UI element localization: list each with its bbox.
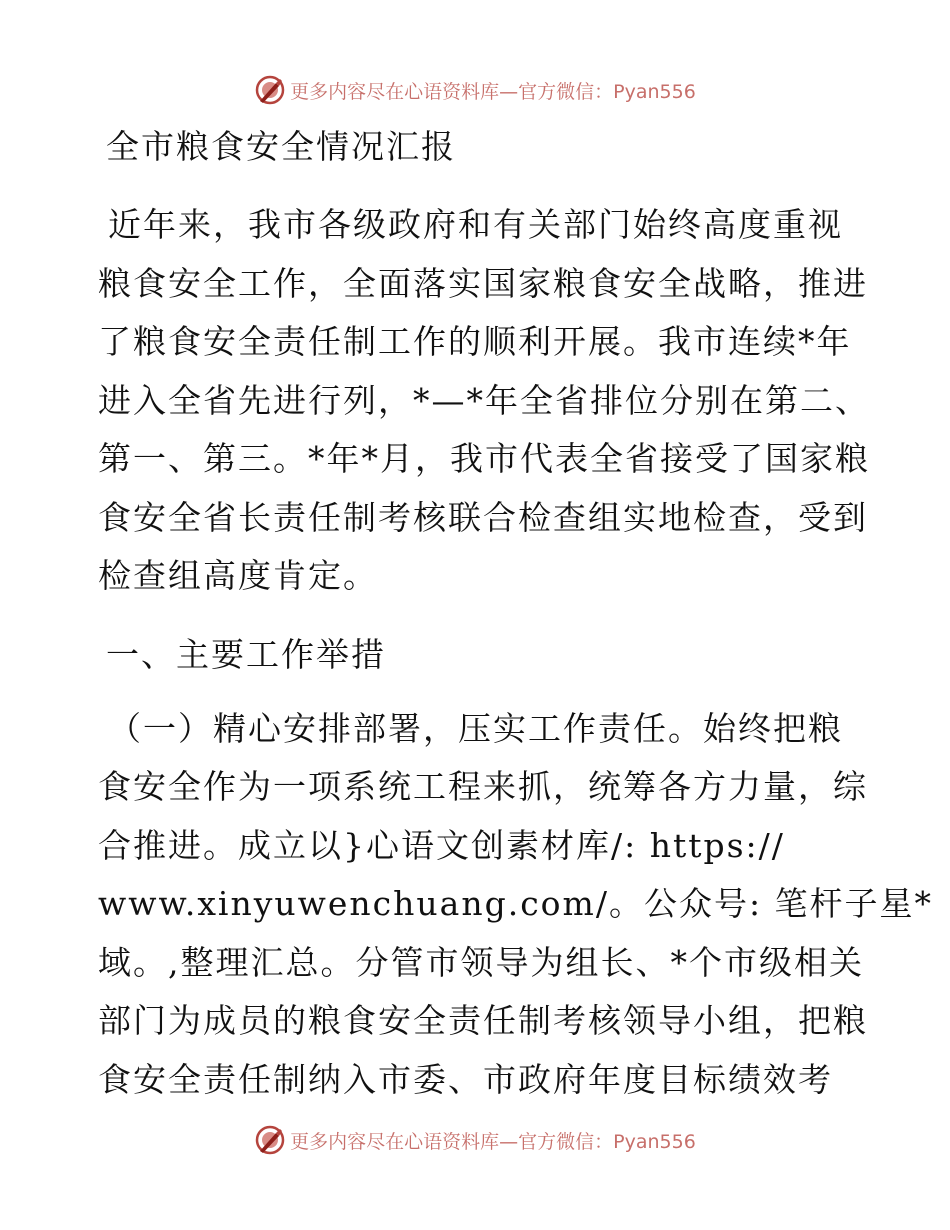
pen-logo-icon [254,1124,286,1156]
intro-paragraph [98,196,870,606]
pen-logo-icon [254,74,286,106]
text-line: （一）精心安排部署，压实工作责任。始终把粮 [108,708,843,748]
section-paragraph [98,700,934,1110]
text-line: 合推进。成立以}心语文创素材库/: https:// [98,825,785,865]
text-line: 了粮食安全责任制工作的顺利开展。我市连续*年 [98,322,852,361]
text-line: 食安全省长责任制考核联合检查组实地检查，受到 [98,497,868,537]
header-watermark-banner [0,70,950,110]
banner-text: 更多内容尽在心语资料库—官方微信：Pyan556 [290,1130,696,1153]
text-line: 进入全省先进行列，*—*年全省排位分别在第二、 [98,380,870,420]
text-line: 粮食安全工作，全面落实国家粮食安全战略，推进 [98,263,868,303]
text-line: 食安全责任制纳入市委、市政府年度目标绩效考 [98,1059,833,1099]
section-heading: 一、主要工作举措 [106,634,386,674]
text-line: 近年来，我市各级政府和有关部门始终高度重视 [108,205,843,244]
document-title: 全市粮食安全情况汇报 [106,127,456,166]
footer-watermark-banner [0,1120,950,1160]
document-body [98,120,934,1109]
text-line: 食安全作为一项系统工程来抓，统筹各方力量，综 [98,767,868,806]
text-line: 检查组高度肯定。 [98,556,378,595]
text-line: www.xinyuwenchuang.com/。公众号: 笔杆子星* [98,884,934,923]
banner-text: 更多内容尽在心语资料库—官方微信：Pyan556 [290,80,696,103]
text-line: 部门为成员的粮食安全责任制考核领导小组，把粮 [98,1001,868,1040]
text-line: 第一、第三。*年*月，我市代表全省接受了国家粮 [98,439,870,478]
text-line: 域。,整理汇总。分管市领导为组长、*个市级相关 [98,942,864,982]
